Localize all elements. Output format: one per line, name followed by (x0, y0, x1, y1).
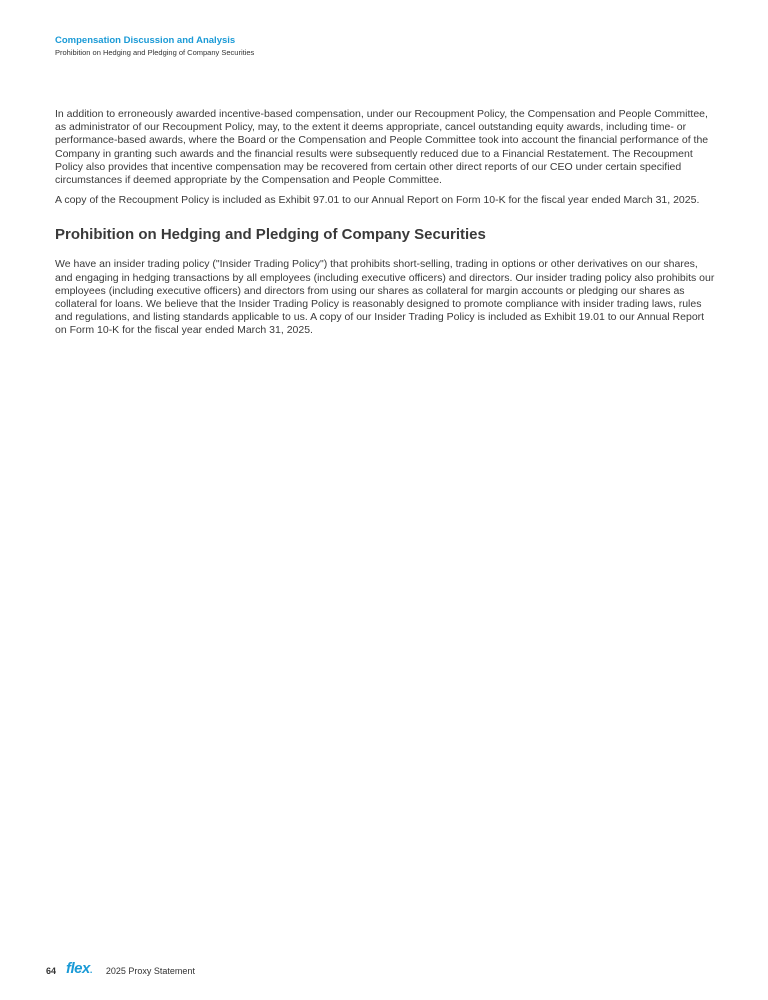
flex-logo (66, 960, 92, 977)
page-number: 64 (46, 965, 57, 976)
main-content (55, 108, 717, 345)
paragraph-recoupment-exhibit: A copy of the Recoupment Policy is included as Exhibit 97.01 to our Annual Report on Form 10-K for the fiscal year ended March 31, 2025. (55, 194, 700, 207)
header-subsection-title: Prohibition on Hedging and Pledging of Company Securities (55, 48, 255, 57)
section-heading-hedging: Prohibition on Hedging and Pledging of Company Securities (55, 226, 486, 244)
footer-document-title: 2025 Proxy Statement (105, 965, 195, 976)
flex-logo-dot: . (89, 965, 92, 975)
paragraph-recoupment-cancellation: In addition to erroneously awarded incentive-based compensation, under our Recoupment Policy, the Compensation and People Committee, as administrator of our Recoupment Policy, may, to the extent it deems appropriate, cancel outstanding equity awards, including time- or performance-based awards, where the Board or the Compensation and People Committee took into account the financial performance of the Company in granting such awards and the financial results were subsequently reduced due to a Financial Restatement. The Recoupment Policy also provides that incentive compensation may be recovered from certain other direct reports of our CEO under certain specified circumstances if deemed appropriate by the Compensation and People Committee. (55, 108, 709, 187)
flex-logo-text: flex (66, 960, 90, 977)
paragraph-insider-trading-policy: We have an insider trading policy ("Insider Trading Policy") that prohibits short-selling, trading in options or other derivatives on our shares, and engaging in hedging transactions by all employees (including executive officers) and directors. Our insider trading policy also prohibits our employees (including executive officers) and directors from using our shares as collateral for margin accounts or pledging our shares as collateral for loans. We believe that the Insider Trading Policy is reasonably designed to promote compliance with insider trading laws, rules and regulations, and listing standards applicable to us. A copy of our Insider Trading Policy is included as Exhibit 19.01 to our Annual Report on Form 10-K for the fiscal year ended March 31, 2025. (55, 258, 715, 337)
running-header (55, 35, 715, 58)
header-section-title: Compensation Discussion and Analysis (55, 35, 236, 46)
page-footer (46, 962, 195, 979)
